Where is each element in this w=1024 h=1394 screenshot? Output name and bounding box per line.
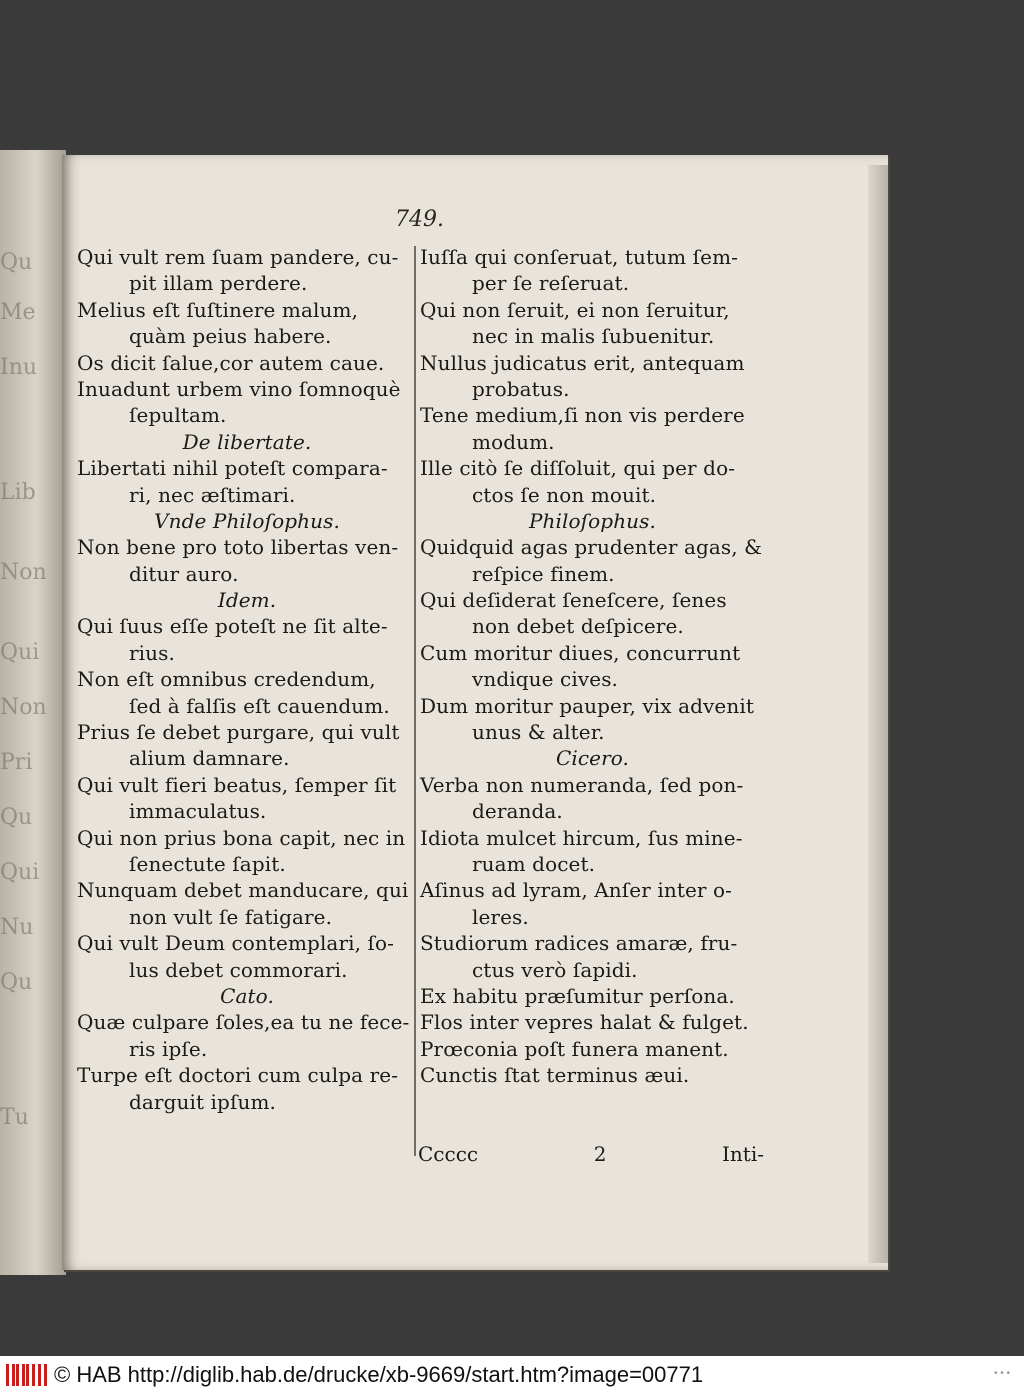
text-line: Ex habitu præſumitur perſona. bbox=[420, 983, 735, 1008]
text-line: Cunctis ſtat terminus æui. bbox=[420, 1063, 690, 1088]
text-line: Quæ culpare ſoles,ea tu ne fece- bbox=[77, 1010, 410, 1035]
text-line: ſepultam. bbox=[129, 403, 227, 428]
text-line: rius. bbox=[129, 640, 175, 665]
text-line: deranda. bbox=[472, 799, 563, 824]
text-line: Studiorum radices amaræ, fru- bbox=[420, 931, 738, 956]
text-line: per ſe reſeruat. bbox=[472, 271, 630, 296]
text-line: reſpice finem. bbox=[472, 561, 615, 586]
logo-bar bbox=[22, 1364, 25, 1386]
text-line: nec in malis ſubuenitur. bbox=[472, 324, 715, 349]
text-line: pit illam perdere. bbox=[129, 271, 308, 296]
logo-bar bbox=[32, 1364, 35, 1386]
hab-logo-icon bbox=[6, 1360, 50, 1390]
text-line: modum. bbox=[472, 429, 555, 454]
section-heading: Philoſophus. bbox=[528, 508, 656, 533]
bleed-through-text: Non bbox=[0, 695, 47, 720]
text-line: Melius eſt ſuſtinere malum, bbox=[77, 297, 359, 322]
section-heading: Cato. bbox=[220, 983, 274, 1008]
bleed-through-text: Qu bbox=[0, 805, 33, 830]
left-column bbox=[77, 244, 417, 1115]
text-line: Non bene pro toto libertas ven- bbox=[77, 535, 399, 560]
text-line: Non eſt omnibus credendum, bbox=[77, 667, 376, 692]
column-rule bbox=[414, 246, 416, 1156]
text-line: Tene medium,ſi non vis perdere bbox=[420, 403, 745, 428]
text-line: Os dicit ſalue,cor autem caue. bbox=[77, 350, 385, 375]
text-line: Idiota mulcet hircum, ſus mine- bbox=[420, 825, 743, 850]
text-line: ſed à falſis eſt cauendum. bbox=[129, 693, 390, 718]
text-line: lus debet commorari. bbox=[129, 957, 348, 982]
text-line: Verba non numeranda, ſed pon- bbox=[420, 772, 744, 797]
catchword: Inti- bbox=[722, 1142, 764, 1166]
signature-mark: Ccccc bbox=[418, 1142, 479, 1166]
text-line: Prœconia poſt funera manent. bbox=[420, 1036, 729, 1061]
signature-number: 2 bbox=[593, 1142, 607, 1166]
text-line: Qui vult Deum contemplari, ſo- bbox=[77, 931, 395, 956]
text-line: Iuſſa qui conſeruat, tutum ſem- bbox=[420, 245, 739, 269]
footer-dots-icon: • • • bbox=[993, 1368, 1010, 1379]
text-line: Libertati nihil poteſt compara- bbox=[77, 456, 388, 481]
bleed-through-text: Lib bbox=[0, 480, 36, 505]
logo-bar bbox=[6, 1364, 9, 1386]
text-line: ruam docet. bbox=[472, 851, 596, 876]
text-line: non vult ſe fatigare. bbox=[129, 904, 333, 929]
bleed-through-text: Qui bbox=[0, 860, 40, 885]
text-line: Qui deſiderat ſeneſcere, ſenes bbox=[420, 588, 727, 613]
text-line: Qui non ſeruit, ei non ſeruitur, bbox=[420, 297, 730, 322]
text-line: Turpe eſt doctori cum culpa re- bbox=[77, 1063, 399, 1088]
signature-line bbox=[418, 1142, 764, 1166]
text-line: ctus verò ſapidi. bbox=[472, 957, 638, 982]
text-line: Nullus judicatus erit, antequam bbox=[420, 350, 745, 375]
bleed-through-text: Pri bbox=[0, 750, 33, 775]
section-heading: De libertate. bbox=[182, 429, 312, 454]
bleed-through-text: Qu bbox=[0, 970, 33, 995]
text-line: Cum moritur diues, concurrunt bbox=[420, 640, 741, 665]
text-line: Nunquam debet manducare, qui bbox=[77, 878, 409, 903]
text-line: quàm peius habere. bbox=[129, 324, 332, 349]
bleed-through-text: Tu bbox=[0, 1105, 29, 1130]
text-line: ditur auro. bbox=[129, 561, 239, 586]
logo-bar bbox=[26, 1364, 29, 1386]
text-line: darguit ipſum. bbox=[129, 1089, 276, 1114]
text-line: vndique cives. bbox=[472, 667, 619, 692]
text-line: ſenectute ſapit. bbox=[129, 851, 286, 876]
text-line: ri, nec æſtimari. bbox=[129, 482, 296, 507]
logo-bar bbox=[38, 1364, 41, 1386]
footer-bar bbox=[0, 1356, 1024, 1394]
text-line: Ille citò ſe diſſoluit, qui per do- bbox=[420, 456, 736, 481]
section-heading: Cicero. bbox=[555, 746, 630, 771]
facing-page-edge bbox=[0, 150, 66, 1275]
bleed-through-text: Non bbox=[0, 560, 47, 585]
page-number: 749. bbox=[395, 207, 444, 232]
bleed-through-text: Nu bbox=[0, 915, 34, 940]
logo-bar bbox=[12, 1364, 15, 1386]
text-line: ris ipſe. bbox=[129, 1036, 208, 1061]
text-line: leres. bbox=[472, 904, 529, 929]
section-heading: Vnde Philoſophus. bbox=[154, 508, 340, 533]
text-line: Prius ſe debet purgare, qui vult bbox=[77, 720, 400, 745]
bleed-through-text: Qui bbox=[0, 640, 40, 665]
text-line: Quidquid agas prudenter agas, & bbox=[420, 535, 763, 560]
logo-bar bbox=[44, 1364, 47, 1386]
logo-bar bbox=[16, 1364, 19, 1386]
text-line: Flos inter vepres halat & fulget. bbox=[420, 1010, 749, 1035]
bleed-through-text: Inu bbox=[0, 355, 38, 380]
text-line: Qui non prius bona capit, nec in bbox=[77, 825, 406, 850]
bleed-through-text: Me bbox=[0, 300, 36, 325]
text-line: probatus. bbox=[472, 376, 570, 401]
text-line: immaculatus. bbox=[129, 799, 267, 824]
bleed-through-text: Qu bbox=[0, 250, 33, 275]
text-line: alium damnare. bbox=[129, 746, 290, 771]
page-fore-edge bbox=[868, 165, 888, 1263]
footer-copyright-link[interactable]: © HAB http://diglib.hab.de/drucke/xb-9669/start.htm?image=00771 bbox=[54, 1362, 704, 1387]
text-line: Dum moritur pauper, vix advenit bbox=[420, 693, 754, 718]
text-line: Qui vult fieri beatus, ſemper ſit bbox=[77, 772, 397, 797]
text-line: Aſinus ad lyram, Anſer inter o- bbox=[420, 878, 733, 903]
text-line: non debet deſpicere. bbox=[472, 614, 684, 639]
section-heading: Idem. bbox=[217, 588, 277, 613]
text-line: Qui vult rem ſuam pandere, cu- bbox=[77, 245, 399, 269]
right-column bbox=[420, 244, 765, 1089]
text-line: unus & alter. bbox=[472, 720, 605, 745]
text-line: Inuadunt urbem vino ſomnoquè bbox=[77, 376, 401, 401]
text-line: Qui ſuus eſſe poteſt ne ſit alte- bbox=[77, 614, 388, 639]
text-line: ctos ſe non mouit. bbox=[472, 482, 657, 507]
